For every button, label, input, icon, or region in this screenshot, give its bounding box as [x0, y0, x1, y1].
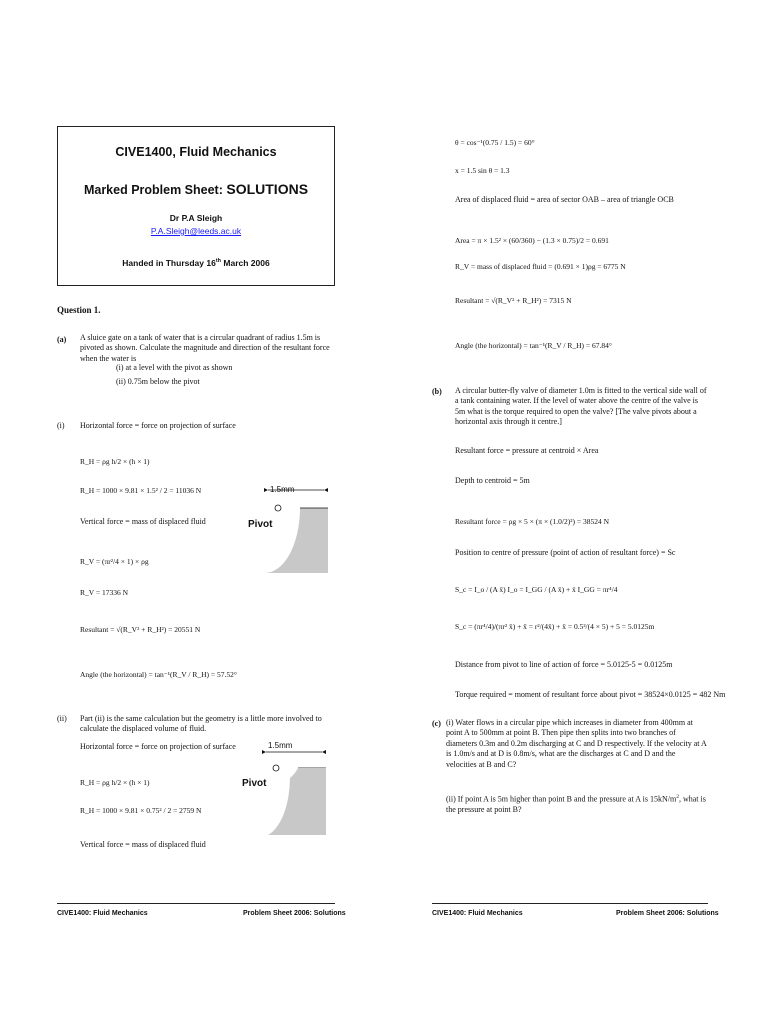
part-c-i-text: (i) Water flows in a circular pipe which increases in diameter from 400mm at point A to 500mm at point B. Then pipe then splits into two branches of diameters 0.3m and 0.2m discharging at C and D respectively. If the velocity at A is 1.0m/s and at D is 0.8m/s, what are the discharges at C and D and the velocities at B and C? — [446, 718, 707, 769]
part-c-label: (c) — [432, 719, 441, 728]
pivot-label-2: Pivot — [242, 778, 267, 789]
part-a-label: (a) — [57, 335, 67, 344]
gate-diagram-2 — [238, 740, 338, 840]
equation-area: Area = π × 1.5² × (60/360) − (1.3 × 0.75)/2 = 0.691 — [455, 236, 609, 245]
vertical-force-text-2: Vertical force = mass of displaced fluid — [80, 840, 206, 849]
part-b-label: (b) — [432, 387, 442, 396]
part-i-text: Horizontal force = force on projection of surface — [80, 421, 236, 430]
equation-resultant-2: Resultant = √(R_V² + R_H²) = 7315 N — [455, 296, 572, 305]
footer-right-course: CIVE1400: Fluid Mechanics — [432, 910, 523, 917]
centre-pressure-text: Position to centre of pressure (point of action of resultant force) = Sc — [455, 548, 676, 557]
sheet-title: Marked Problem Sheet: SOLUTIONS — [83, 181, 309, 197]
part-i-label: (i) — [57, 421, 65, 430]
title-box — [57, 126, 335, 286]
equation-sc-definition: S_c = I_o / (A x̄) I_o = I_GG / (A x̄) + x̄ I_GG = πr⁴/4 — [455, 585, 618, 594]
pivot-point-icon — [275, 505, 281, 511]
equation-sc-value: S_c = (πr⁴/4)/(πr² x̄) + x̄ = r²/(4x̄) + x̄ = 0.5²/(4 × 5) + 5 = 5.0125m — [455, 622, 655, 631]
author: Dr P.A Sleigh — [169, 213, 223, 223]
part-b-text: A circular butter-fly valve of diameter 1.0m is fitted to the vertical side wall of a tank containing water. If the level of water above the centre of the valve is 5m what is the torque required to open the valve? [The valve pivots about a horizontal axis through it centre.] — [455, 386, 707, 427]
figure-dimension-2: 1.5mm — [268, 741, 293, 750]
depth-centroid-text: Depth to centroid = 5m — [455, 476, 530, 485]
equation-x: x = 1.5 sin θ = 1.3 — [455, 166, 510, 175]
footer-right-sheet: Problem Sheet 2006: Solutions — [616, 910, 719, 917]
water-region — [265, 508, 328, 573]
equation-resultant: Resultant = √(R_V² + R_H²) = 20551 N — [80, 625, 201, 634]
equation-theta: θ = cos⁻¹(0.75 / 1.5) = 60° — [455, 138, 535, 147]
equation-rh-formula-2: R_H = ρg h/2 × (h × 1) — [80, 778, 150, 787]
part-ii-text: Part (ii) is the same calculation but the geometry is a little more involved to calculate the displaced volume of fluid. — [80, 714, 322, 734]
distance-pivot-text: Distance from pivot to line of action of force = 5.0125-5 = 0.0125m — [455, 660, 673, 669]
resultant-force-text: Resultant force = pressure at centroid × Area — [455, 446, 599, 455]
part-c-ii-text: (ii) If point A is 5m higher than point B and the pressure at A is $15kN/m^2$, what is the pressure at point B? — [446, 794, 706, 815]
water-region-2 — [268, 768, 326, 835]
area-displaced-text: Area of displaced fluid = area of sector OAB – area of triangle OCB — [455, 195, 674, 204]
equation-rv: R_V = mass of displaced fluid = (0.691 × 1)ρg = 6775 N — [455, 262, 626, 271]
part-ii-horizontal-text: Horizontal force = force on projection of surface — [80, 742, 236, 751]
equation-rh-formula: R_H = ρg h/2 × (h × 1) — [80, 457, 150, 466]
equation-rh-value-2: R_H = 1000 × 9.81 × 0.75² / 2 = 2759 N — [80, 806, 202, 815]
email-link[interactable]: P.A.Sleigh@leeds.ac.uk — [150, 226, 242, 236]
part-ii-label: (ii) — [57, 714, 67, 723]
equation-resultant-force: Resultant force = ρg × 5 × (π × (1.0/2)²) = 38524 N — [455, 517, 610, 526]
equation-angle: Angle (the horizontal) = tan⁻¹(R_V / R_H) = 57.52° — [80, 670, 237, 679]
footer-left-sheet: Problem Sheet 2006: Solutions — [243, 910, 346, 917]
footer-rule-left — [57, 903, 335, 904]
equation-rv-value: R_V = 17336 N — [80, 588, 129, 597]
torque-text: Torque required = moment of resultant force about pivot = 38524×0.0125 = 482 Nm — [455, 690, 726, 699]
figure-dimension: 1.5mm — [270, 485, 295, 494]
pivot-label: Pivot — [248, 519, 273, 530]
handed-in-date: Handed in Thursday 16th March 2006 — [122, 258, 270, 268]
pivot-point-icon-2 — [273, 765, 279, 771]
vertical-force-text: Vertical force = mass of displaced fluid — [80, 517, 206, 526]
equation-rh-value: R_H = 1000 × 9.81 × 1.5² / 2 = 11036 N — [80, 486, 202, 495]
part-a-condition-ii: (ii) 0.75m below the pivot — [116, 377, 200, 386]
course-title: CIVE1400, Fluid Mechanics — [115, 145, 277, 159]
equation-angle-2: Angle (the horizontal) = tan⁻¹(R_V / R_H) = 67.84° — [455, 341, 612, 350]
equation-rv-formula: R_V = (πr²/4 × 1) × ρg — [80, 557, 149, 566]
part-a-condition-i: (i) at a level with the pivot as shown — [116, 363, 233, 372]
footer-rule-right — [432, 903, 708, 904]
question-heading: Question 1. — [57, 305, 101, 315]
footer-left-course: CIVE1400: Fluid Mechanics — [57, 910, 148, 917]
part-a-text: A sluice gate on a tank of water that is a circular quadrant of radius 1.5m is pivoted as shown. Calculate the magnitude and direction of the resultant force when the water is — [80, 333, 330, 363]
